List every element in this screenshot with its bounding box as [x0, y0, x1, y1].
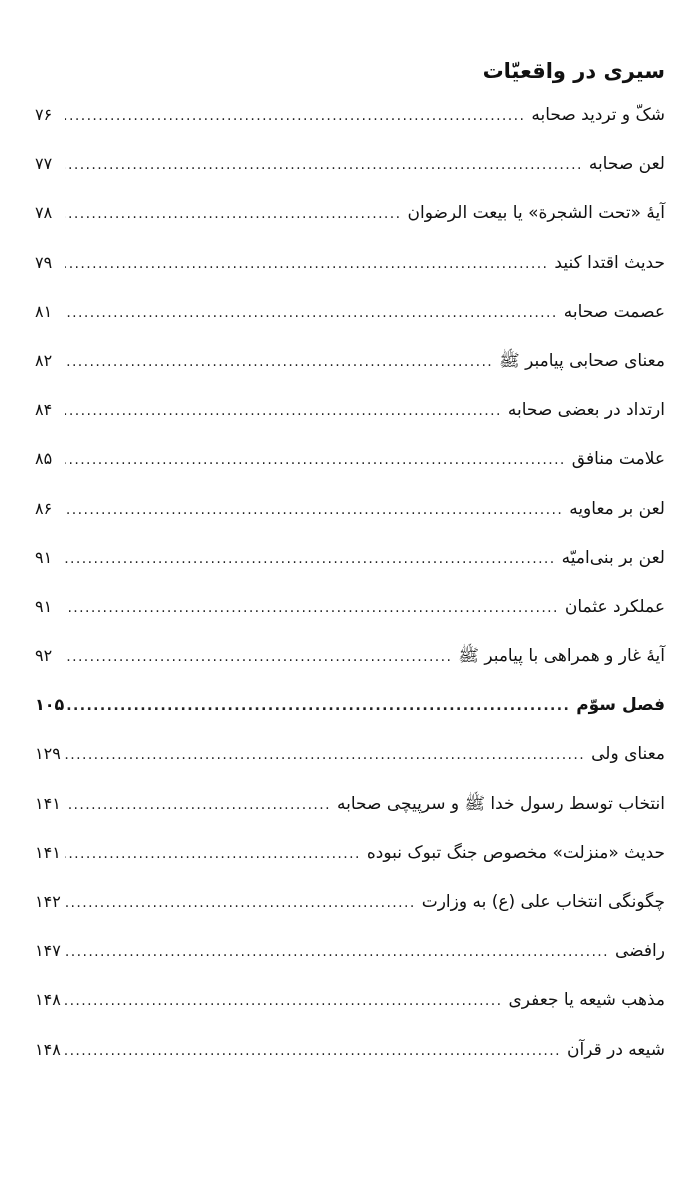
toc-entry[interactable]	[35, 238, 665, 287]
toc-entry[interactable]	[35, 779, 665, 828]
dot-leader	[65, 977, 503, 1026]
toc-page-number: ۷۸	[35, 203, 53, 223]
toc-entry[interactable]	[35, 582, 665, 631]
dot-leader	[65, 1027, 561, 1076]
dot-leader	[65, 289, 558, 338]
toc-page-number: ۱۲۹	[35, 744, 61, 764]
dot-leader	[65, 240, 548, 289]
toc-page-number: ۱۴۱	[35, 842, 61, 862]
toc-entry[interactable]	[35, 484, 665, 533]
toc-page-number: ۹۱	[35, 596, 53, 616]
dot-leader	[65, 879, 416, 928]
toc-entry-title: رافضی	[615, 941, 665, 962]
toc-entry-title: لعن بر معاویه	[569, 498, 665, 519]
dot-leader	[65, 486, 563, 535]
toc-entry[interactable]	[35, 434, 665, 483]
toc-page-number: ۱۴۸	[35, 990, 61, 1010]
toc-page-number: ۷۹	[35, 252, 53, 272]
toc-entry[interactable]	[35, 729, 665, 778]
toc-entries	[35, 90, 665, 1074]
toc-entry-title: معنای صحابی پیامبر ﷺ	[499, 350, 665, 371]
toc-entry[interactable]	[35, 90, 665, 139]
toc-page-number: ۸۲	[35, 350, 53, 370]
toc-entry-title: لعن صحابه	[588, 154, 665, 175]
toc-entry[interactable]	[35, 139, 665, 188]
toc-page-number: ۷۶	[35, 105, 53, 124]
toc-entry[interactable]	[35, 533, 665, 582]
toc-entry[interactable]	[35, 188, 665, 237]
toc-page-number: ۱۰۵	[35, 695, 65, 715]
toc-entry[interactable]	[35, 287, 665, 336]
toc-page-number: ۱۴۲	[35, 892, 61, 911]
toc-entry[interactable]	[35, 926, 665, 975]
dot-leader	[65, 436, 566, 485]
toc-entry-title: انتخاب توسط رسول خدا ﷺ و سرپیچی صحابه	[336, 793, 665, 814]
toc-page-number: ۸۶	[35, 498, 53, 518]
toc-entry[interactable]	[35, 631, 665, 680]
dot-leader	[65, 338, 493, 387]
toc-entry[interactable]	[35, 975, 665, 1024]
dot-leader	[65, 830, 361, 879]
toc-page-number: ۱۴۸	[35, 1039, 61, 1059]
table-of-contents	[35, 52, 665, 1074]
toc-page-number: ۸۴	[35, 400, 53, 420]
toc-entry[interactable]	[35, 385, 665, 434]
dot-leader	[65, 781, 331, 830]
toc-page-number: ۸۵	[35, 449, 53, 469]
toc-entry-title: فصل سوّم	[576, 695, 665, 716]
dot-leader	[65, 584, 559, 633]
toc-entry-title: عصمت صحابه	[563, 301, 665, 322]
section-title: سیری در واقعیّات	[482, 59, 665, 83]
dot-leader	[65, 731, 585, 780]
dot-leader	[65, 92, 525, 141]
toc-entry-title: مذهب شیعه یا جعفری	[508, 990, 665, 1011]
toc-entry[interactable]	[35, 1025, 665, 1074]
toc-entry-title: آیهٔ «تحت الشجرة» یا بیعت الرضوان	[407, 203, 665, 224]
toc-entry-title: ارتداد در بعضی صحابه	[507, 400, 665, 421]
dot-leader	[65, 682, 570, 731]
toc-page-number: ۱۴۱	[35, 793, 61, 813]
dot-leader	[65, 633, 452, 682]
toc-entry-title: علامت منافق	[571, 449, 665, 470]
toc-page-number: ۹۱	[35, 547, 53, 567]
toc-chapter-heading[interactable]	[35, 680, 665, 729]
dot-leader	[65, 141, 583, 190]
dot-leader	[65, 535, 556, 584]
toc-entry-title: حدیث «منزلت» مخصوص جنگ تبوک نبوده	[366, 842, 665, 863]
dot-leader	[65, 190, 402, 239]
toc-entry[interactable]	[35, 336, 665, 385]
toc-entry-title: حدیث اقتدا کنید	[554, 252, 665, 273]
toc-page-number: ۷۷	[35, 154, 53, 174]
toc-entry-title: عملکرد عثمان	[564, 596, 665, 617]
dot-leader	[65, 387, 502, 436]
toc-entry-title: شکّ و تردید صحابه	[531, 105, 665, 125]
toc-entry-title: آیهٔ غار و همراهی با پیامبر ﷺ	[458, 646, 665, 667]
toc-page-number: ۹۲	[35, 646, 53, 666]
toc-entry-title: لعن بر بنی‌امیّه	[561, 547, 665, 568]
toc-page-number: ۱۴۷	[35, 941, 61, 961]
toc-entry-title: معنای ولی	[591, 744, 665, 765]
toc-page-number: ۸۱	[35, 301, 53, 321]
toc-entry[interactable]	[35, 877, 665, 926]
dot-leader	[65, 928, 609, 977]
toc-entry[interactable]	[35, 828, 665, 877]
toc-entry-title: چگونگی انتخاب علی (ع) به وزارت	[421, 892, 665, 912]
toc-entry-title: شیعه در قرآن	[567, 1039, 665, 1060]
